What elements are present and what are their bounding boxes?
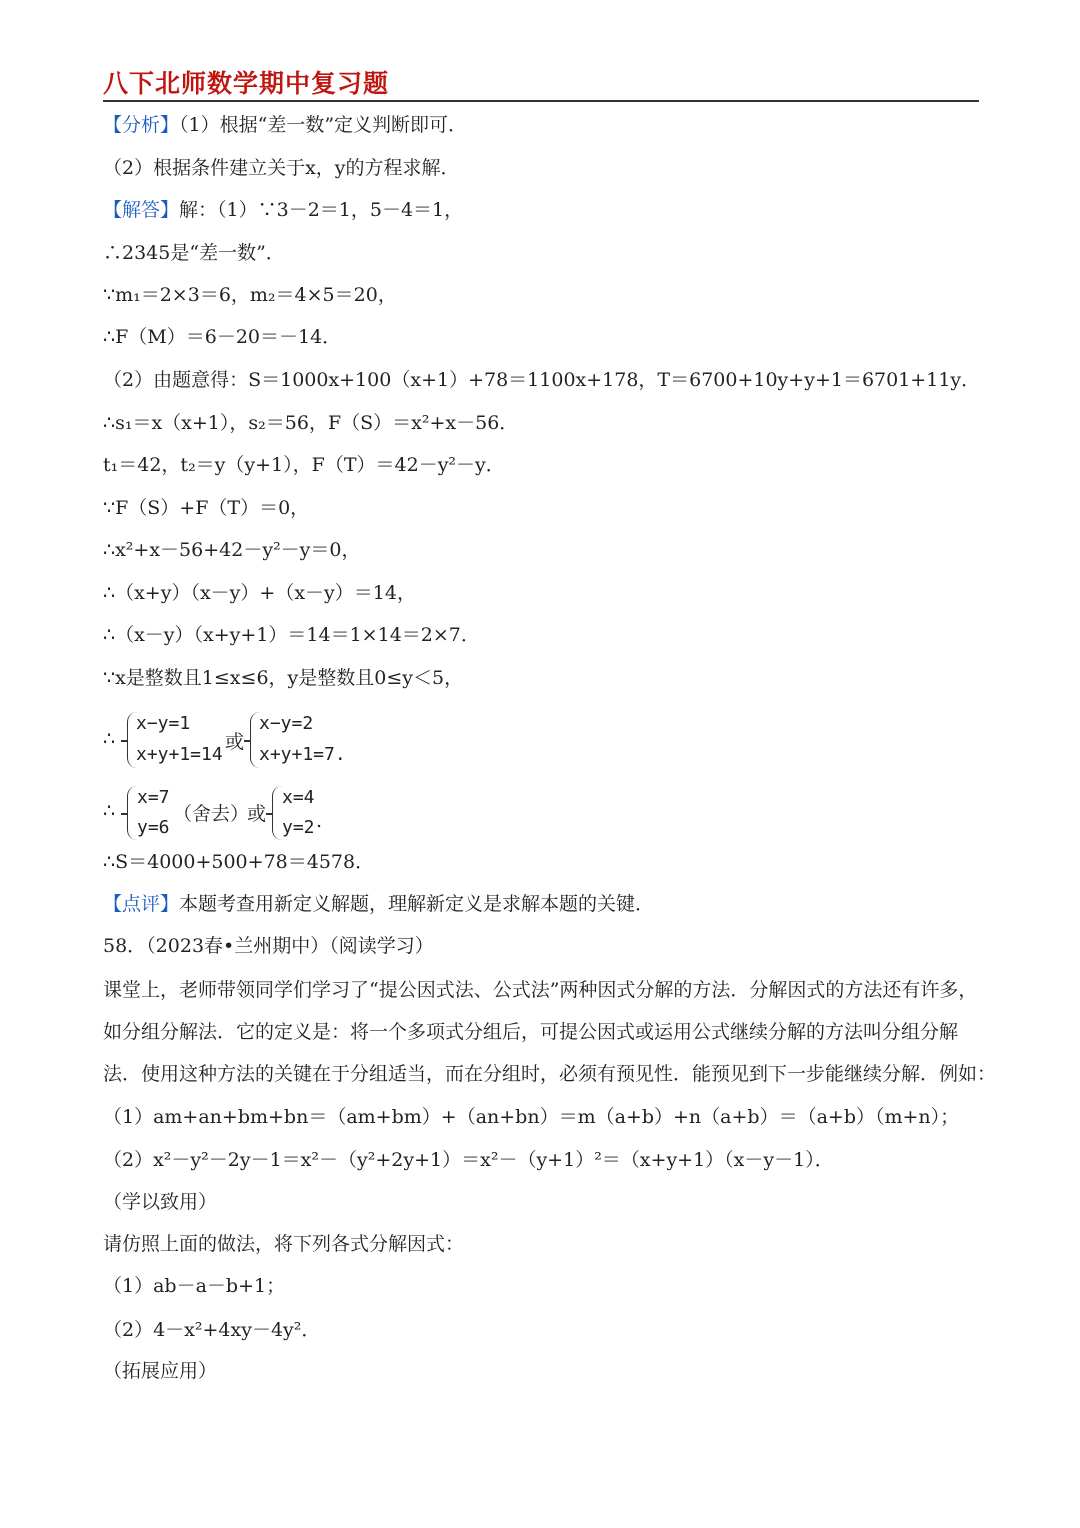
system-2a-eq-1: x=7: [137, 787, 170, 808]
therefore-symbol: ∴: [103, 728, 116, 750]
system-2b-eq-1: x=4: [282, 787, 315, 808]
page-header: [103, 62, 979, 102]
rejected-note: （舍去）: [173, 803, 250, 825]
example-2: （2）x²－y²－2y－1＝x²－（y²+2y+1）＝x²－（y+1）²＝（x+y+1）（x－y－1）．: [103, 1149, 834, 1171]
review-tag: 【点评】: [103, 893, 180, 915]
analysis-line-2: （2）根据条件建立关于x，y的方程求解．: [103, 157, 460, 179]
period-mark: .: [316, 810, 323, 832]
instruction-text: 请仿照上面的做法，将下列各式分解因式：: [103, 1233, 465, 1255]
therefore-symbol: ∴: [103, 800, 116, 822]
apply-heading: （学以致用）: [103, 1191, 218, 1213]
page-title: 八下北师数学期中复习题: [103, 69, 390, 98]
example-1: （1）am+an+bm+bn＝（am+bm）+（an+bn）＝m（a+b）+n（a+b）＝（a+b）（m+n）；: [103, 1106, 960, 1128]
answer-tag: 【解答】: [103, 199, 180, 221]
system-1a-eq-1: x−y=1: [136, 713, 191, 734]
answer-line-7: t₁＝42，t₂＝y（y+1），F（T）＝42－y²－y．: [103, 454, 505, 476]
answer-line-10: ∴（x+y）（x－y）+（x－y）＝14，: [103, 582, 416, 604]
answer-line-9: ∴x²+x－56+42－y²－y＝0，: [103, 539, 361, 561]
system-1b-eq-2: x+y+1=7.: [259, 744, 346, 765]
or-text: 或: [225, 731, 245, 753]
task-2: （2）4－x²+4xy－4y²．: [103, 1319, 321, 1341]
answer-line-2: ∴2345是“差一数”．: [103, 242, 285, 264]
analysis-text-1: （1）根据“差一数”定义判断即可．: [179, 114, 468, 136]
system-1b-eq-1: x−y=2: [259, 713, 314, 734]
answer-line-8: ∵F（S）+F（T）＝0，: [103, 497, 310, 519]
equation-system-1: [103, 708, 403, 772]
task-1: （1）ab－a－b+1；: [103, 1275, 286, 1297]
answer-line-5: （2）由题意得：S＝1000x+100（x+1）+78＝1100x+178，T＝6700+10y+y+1＝6701+11y．: [103, 369, 981, 391]
answer-line-11: ∴（x－y）（x+y+1）＝14＝1×14＝2×7．: [103, 624, 480, 646]
question-paragraph-2: 如分组分解法．它的定义是：将一个多项式分组后，可提公因式或运用公式继续分解的方法叫分组分解: [103, 1021, 959, 1043]
answer-line-13: ∴S＝4000+500+78＝4578．: [103, 851, 375, 873]
answer-text-1: 解：（1）∵3－2＝1，5－4＝1，: [179, 199, 464, 221]
answer-line-4: ∴F（M）＝6－20＝－14．: [103, 326, 342, 348]
answer-line-3: ∵m₁＝2×3＝6，m₂＝4×5＝20，: [103, 284, 397, 306]
question-58-heading: 58．（2023春•兰州期中）（阅读学习）: [103, 935, 434, 957]
equation-system-2: [103, 782, 403, 844]
question-paragraph-1: 课堂上，老师带领同学们学习了“提公因式法、公式法”两种因式分解的方法．分解因式的方法还有许多，: [103, 979, 978, 1001]
extend-heading: （拓展应用）: [103, 1360, 218, 1382]
system-2b-eq-2: y=2: [282, 817, 315, 838]
system-1a-eq-2: x+y+1=14: [136, 744, 223, 765]
review-text: 本题考查用新定义解题，理解新定义是求解本题的关键．: [179, 893, 655, 915]
answer-line-12: ∵x是整数且1≤x≤6，y是整数且0≤y＜5，: [103, 667, 464, 689]
analysis-line-1: [103, 113, 467, 137]
analysis-tag: 【分析】: [103, 114, 180, 136]
answer-line-6: ∴s₁＝x（x+1），s₂＝56，F（S）＝x²+x－56．: [103, 412, 519, 434]
review-line: [103, 892, 654, 916]
system-2a-eq-2: y=6: [137, 817, 170, 838]
question-paragraph-3: 法．使用这种方法的关键在于分组适当，而在分组时，必须有预见性．能预见到下一步能继续分解．例如：: [103, 1063, 997, 1085]
answer-line-1: [103, 198, 463, 222]
or-text: 或: [247, 803, 267, 825]
